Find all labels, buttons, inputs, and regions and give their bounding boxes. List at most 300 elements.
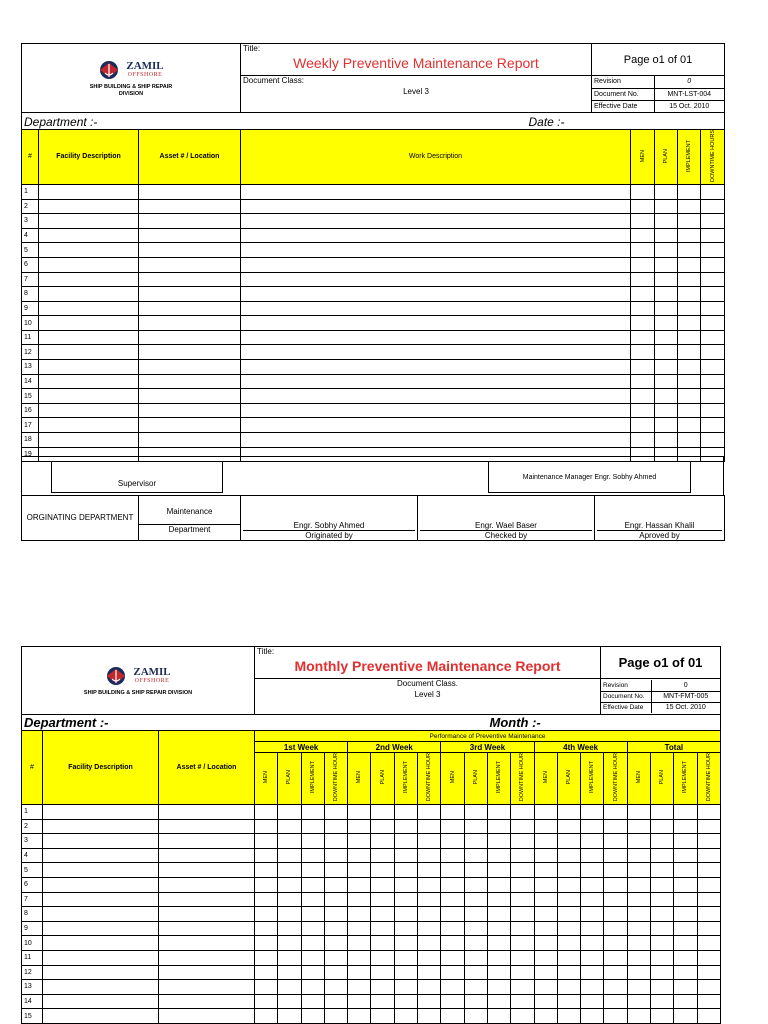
table-cell	[159, 805, 255, 820]
table-cell	[674, 819, 697, 834]
table-row	[22, 199, 725, 214]
table-cell	[139, 374, 241, 389]
table-row	[22, 228, 725, 243]
table-cell	[241, 403, 631, 418]
col-downtime: DOWNTIME HOURS	[709, 130, 716, 182]
originator-role: Originated by	[243, 530, 415, 540]
doc-class-label: Document Class:	[243, 76, 304, 85]
sub-header: PLAN	[472, 770, 479, 785]
table-cell	[651, 834, 674, 849]
week-header: 2nd Week	[348, 742, 441, 753]
table-cell	[627, 834, 650, 849]
table-cell	[394, 950, 417, 965]
table-cell	[418, 921, 441, 936]
row-number: 18	[22, 433, 39, 448]
table-cell	[604, 907, 627, 922]
table-cell	[139, 272, 241, 287]
table-cell	[631, 257, 655, 272]
table-cell	[627, 805, 650, 820]
table-cell	[697, 994, 720, 1009]
sub-header-cell	[464, 753, 487, 805]
table-cell	[511, 950, 534, 965]
table-cell	[651, 921, 674, 936]
table-cell	[278, 907, 301, 922]
table-cell	[348, 921, 371, 936]
sub-header-cell	[604, 753, 627, 805]
table-cell	[371, 834, 394, 849]
table-cell	[674, 805, 697, 820]
table-cell	[418, 863, 441, 878]
table-cell	[627, 907, 650, 922]
table-cell	[255, 965, 278, 980]
table-cell	[464, 980, 487, 995]
sub-header: PLAN	[286, 770, 293, 785]
table-cell	[697, 834, 720, 849]
row-number: 9	[22, 921, 43, 936]
table-cell	[159, 877, 255, 892]
table-cell	[39, 403, 139, 418]
table-cell	[487, 877, 510, 892]
title-label: Title:	[257, 647, 275, 656]
table-cell	[139, 433, 241, 448]
table-cell	[697, 921, 720, 936]
table-cell	[487, 965, 510, 980]
table-cell	[324, 1009, 347, 1024]
table-row	[22, 936, 721, 951]
table-row	[22, 877, 721, 892]
table-cell	[655, 360, 678, 375]
table-cell	[348, 1009, 371, 1024]
table-cell	[627, 877, 650, 892]
table-cell	[241, 199, 631, 214]
table-cell	[39, 433, 139, 448]
table-cell	[674, 834, 697, 849]
zamil-logo-icon	[105, 665, 127, 687]
checker-name: Engr. Wael Baser	[475, 521, 537, 530]
row-number: 8	[22, 907, 43, 922]
sub-header: DOWNTIME HOUR	[333, 753, 340, 802]
table-cell	[418, 834, 441, 849]
table-cell	[604, 848, 627, 863]
col-men: MEN	[639, 149, 646, 163]
table-cell	[697, 805, 720, 820]
table-cell	[697, 819, 720, 834]
table-cell	[348, 936, 371, 951]
table-cell	[301, 1009, 324, 1024]
table-cell	[534, 834, 557, 849]
sub-header-cell	[581, 753, 604, 805]
table-cell	[159, 965, 255, 980]
table-row	[22, 950, 721, 965]
sub-header-cell	[348, 753, 371, 805]
table-cell	[159, 921, 255, 936]
table-cell	[371, 936, 394, 951]
table-cell	[241, 316, 631, 331]
row-number: 19	[22, 447, 39, 462]
table-cell	[631, 301, 655, 316]
table-cell	[511, 848, 534, 863]
table-cell	[631, 199, 655, 214]
table-row	[22, 805, 721, 820]
table-cell	[241, 228, 631, 243]
maint-cell	[139, 496, 241, 541]
table-cell	[627, 892, 650, 907]
table-cell	[139, 243, 241, 258]
meta-value: 0	[654, 76, 724, 88]
sub-header: DOWNTIME HOUR	[705, 753, 712, 802]
table-cell	[511, 819, 534, 834]
table-cell	[487, 936, 510, 951]
meta-label: Revision	[592, 76, 654, 88]
manager-label: Maintenance Manager Engr. Sobhy Ahmed	[522, 473, 657, 481]
table-cell	[371, 819, 394, 834]
table-cell	[139, 257, 241, 272]
table-cell	[441, 834, 464, 849]
row-number: 12	[22, 345, 39, 360]
table-cell	[534, 819, 557, 834]
col-num: #	[22, 731, 43, 805]
table-cell	[39, 360, 139, 375]
row-number: 4	[22, 228, 39, 243]
table-row	[22, 1009, 721, 1024]
table-cell	[557, 921, 580, 936]
table-cell	[278, 834, 301, 849]
table-cell	[701, 199, 725, 214]
table-cell	[139, 389, 241, 404]
table-cell	[159, 994, 255, 1009]
table-cell	[651, 965, 674, 980]
table-cell	[487, 907, 510, 922]
table-cell	[255, 921, 278, 936]
table-cell	[557, 907, 580, 922]
table-cell	[701, 228, 725, 243]
table-cell	[39, 345, 139, 360]
table-cell	[627, 950, 650, 965]
table-cell	[581, 994, 604, 1009]
table-cell	[241, 301, 631, 316]
table-cell	[441, 848, 464, 863]
table-cell	[557, 863, 580, 878]
table-cell	[534, 907, 557, 922]
table-cell	[371, 877, 394, 892]
table-cell	[39, 199, 139, 214]
table-cell	[159, 863, 255, 878]
table-cell	[441, 907, 464, 922]
table-cell	[418, 877, 441, 892]
table-cell	[159, 848, 255, 863]
table-cell	[348, 877, 371, 892]
meta-label: Effective Date	[601, 702, 651, 713]
table-cell	[441, 965, 464, 980]
table-cell	[464, 892, 487, 907]
table-cell	[511, 1009, 534, 1024]
table-cell	[534, 936, 557, 951]
row-number: 6	[22, 257, 39, 272]
table-cell	[371, 980, 394, 995]
table-cell	[655, 257, 678, 272]
table-row	[22, 848, 721, 863]
row-number: 10	[22, 936, 43, 951]
table-cell	[604, 921, 627, 936]
table-cell	[631, 316, 655, 331]
row-number: 1	[22, 805, 43, 820]
table-cell	[604, 877, 627, 892]
table-cell	[418, 805, 441, 820]
table-cell	[678, 374, 701, 389]
table-cell	[301, 819, 324, 834]
table-cell	[278, 921, 301, 936]
table-cell	[534, 848, 557, 863]
meta-value: 15 Oct. 2010	[651, 702, 720, 713]
table-cell	[604, 1009, 627, 1024]
table-cell	[301, 877, 324, 892]
originator	[241, 496, 418, 541]
table-cell	[631, 228, 655, 243]
table-cell	[534, 965, 557, 980]
table-row	[22, 819, 721, 834]
table-cell	[701, 345, 725, 360]
table-cell	[324, 863, 347, 878]
row-number: 5	[22, 243, 39, 258]
table-cell	[348, 805, 371, 820]
table-cell	[418, 848, 441, 863]
table-cell	[655, 330, 678, 345]
table-cell	[701, 403, 725, 418]
table-cell	[678, 257, 701, 272]
table-cell	[511, 863, 534, 878]
weekly-docclass-cell	[241, 76, 592, 113]
table-cell	[557, 805, 580, 820]
table-cell	[534, 1009, 557, 1024]
weekly-page: Page o1 of 01	[592, 44, 725, 76]
weekly-title-cell	[241, 44, 592, 76]
table-cell	[159, 980, 255, 995]
sub-header-cell	[557, 753, 580, 805]
table-cell	[43, 819, 159, 834]
table-cell	[557, 936, 580, 951]
table-cell	[674, 863, 697, 878]
row-number: 13	[22, 980, 43, 995]
table-cell	[43, 994, 159, 1009]
row-number: 3	[22, 214, 39, 229]
monthly-meta	[601, 679, 721, 715]
table-cell	[139, 228, 241, 243]
table-cell	[43, 936, 159, 951]
table-cell	[631, 184, 655, 199]
table-cell	[631, 389, 655, 404]
col-implement: IMPLEMENT	[686, 139, 692, 173]
table-cell	[655, 389, 678, 404]
table-cell	[348, 980, 371, 995]
row-number: 8	[22, 287, 39, 302]
table-cell	[678, 360, 701, 375]
table-cell	[255, 805, 278, 820]
table-cell	[324, 877, 347, 892]
approver	[595, 496, 725, 541]
row-number: 13	[22, 360, 39, 375]
col-asset: Asset # / Location	[159, 731, 255, 805]
table-cell	[159, 936, 255, 951]
row-number: 14	[22, 994, 43, 1009]
table-cell	[464, 1009, 487, 1024]
table-cell	[557, 965, 580, 980]
table-cell	[301, 848, 324, 863]
table-cell	[348, 994, 371, 1009]
weekly-meta	[592, 76, 725, 113]
table-cell	[324, 921, 347, 936]
table-cell	[674, 965, 697, 980]
sub-header-cell	[627, 753, 650, 805]
meta-value: 0	[651, 680, 720, 691]
table-cell	[627, 921, 650, 936]
division: SHIP BUILDING & SHIP REPAIR DIVISION	[89, 83, 173, 97]
table-cell	[674, 892, 697, 907]
row-number: 1	[22, 184, 39, 199]
table-cell	[324, 980, 347, 995]
table-cell	[241, 374, 631, 389]
table-cell	[255, 863, 278, 878]
table-cell	[464, 994, 487, 1009]
table-cell	[581, 863, 604, 878]
table-cell	[651, 892, 674, 907]
table-cell	[631, 418, 655, 433]
table-cell	[631, 403, 655, 418]
table-cell	[39, 243, 139, 258]
table-cell	[394, 980, 417, 995]
table-cell	[139, 345, 241, 360]
table-cell	[278, 877, 301, 892]
table-cell	[348, 819, 371, 834]
table-cell	[394, 805, 417, 820]
table-cell	[43, 980, 159, 995]
table-row	[22, 433, 725, 448]
table-cell	[701, 374, 725, 389]
col-plan: PLAN	[663, 148, 669, 164]
table-cell	[557, 819, 580, 834]
table-row	[22, 272, 725, 287]
table-cell	[651, 863, 674, 878]
weekly-footer	[21, 495, 725, 541]
table-cell	[394, 907, 417, 922]
table-cell	[651, 819, 674, 834]
table-cell	[394, 863, 417, 878]
col-facility: Facility Description	[39, 130, 139, 185]
table-cell	[255, 877, 278, 892]
table-cell	[139, 301, 241, 316]
table-cell	[139, 199, 241, 214]
table-cell	[301, 980, 324, 995]
weekly-grid	[21, 129, 725, 462]
table-cell	[43, 965, 159, 980]
table-cell	[557, 994, 580, 1009]
table-cell	[418, 819, 441, 834]
table-cell	[534, 994, 557, 1009]
table-cell	[301, 834, 324, 849]
col-num: #	[22, 130, 39, 185]
table-cell	[241, 418, 631, 433]
table-cell	[604, 950, 627, 965]
row-number: 10	[22, 316, 39, 331]
table-cell	[487, 980, 510, 995]
table-cell	[255, 834, 278, 849]
row-number: 4	[22, 848, 43, 863]
doc-class-label: Document Class.	[397, 679, 458, 688]
table-cell	[418, 907, 441, 922]
table-cell	[678, 433, 701, 448]
table-cell	[655, 199, 678, 214]
table-cell	[348, 848, 371, 863]
table-cell	[701, 214, 725, 229]
table-cell	[631, 374, 655, 389]
table-cell	[534, 950, 557, 965]
table-cell	[278, 1009, 301, 1024]
table-cell	[371, 950, 394, 965]
table-row	[22, 994, 721, 1009]
table-cell	[511, 921, 534, 936]
checker-role: Checked by	[420, 530, 592, 540]
table-cell	[441, 936, 464, 951]
table-cell	[651, 1009, 674, 1024]
monthly-title: Monthly Preventive Maintenance Report	[294, 658, 561, 674]
table-cell	[511, 965, 534, 980]
table-cell	[241, 257, 631, 272]
table-cell	[255, 980, 278, 995]
table-cell	[278, 994, 301, 1009]
orig-dept: ORGINATING DEPARTMENT	[22, 496, 139, 541]
table-cell	[557, 848, 580, 863]
table-cell	[487, 834, 510, 849]
table-cell	[139, 403, 241, 418]
sub-header-cell	[255, 753, 278, 805]
meta-label: Document No.	[601, 691, 651, 702]
table-cell	[534, 863, 557, 878]
table-cell	[674, 936, 697, 951]
table-cell	[418, 950, 441, 965]
table-cell	[278, 980, 301, 995]
table-cell	[534, 980, 557, 995]
table-cell	[604, 980, 627, 995]
table-row	[22, 863, 721, 878]
table-cell	[651, 994, 674, 1009]
table-cell	[139, 316, 241, 331]
table-cell	[678, 199, 701, 214]
originator-name: Engr. Sobhy Ahmed	[293, 521, 365, 530]
week-header: 3rd Week	[441, 742, 534, 753]
table-cell	[581, 848, 604, 863]
table-cell	[278, 819, 301, 834]
week-header: Total	[627, 742, 720, 753]
sub-header: MEN	[263, 771, 270, 784]
sub-header: MEN	[356, 771, 363, 784]
sub-header-cell	[511, 753, 534, 805]
table-cell	[324, 892, 347, 907]
meta-value: 15 Oct. 2010	[654, 100, 724, 112]
table-cell	[43, 1009, 159, 1024]
table-row	[22, 330, 725, 345]
table-cell	[511, 834, 534, 849]
table-cell	[418, 1009, 441, 1024]
sub-header-cell	[418, 753, 441, 805]
table-row	[22, 907, 721, 922]
table-cell	[655, 301, 678, 316]
table-cell	[631, 433, 655, 448]
table-cell	[371, 921, 394, 936]
monthly-title-cell	[255, 647, 601, 679]
table-cell	[324, 950, 347, 965]
table-cell	[39, 301, 139, 316]
table-cell	[394, 834, 417, 849]
department-label: Department :-	[24, 114, 98, 129]
